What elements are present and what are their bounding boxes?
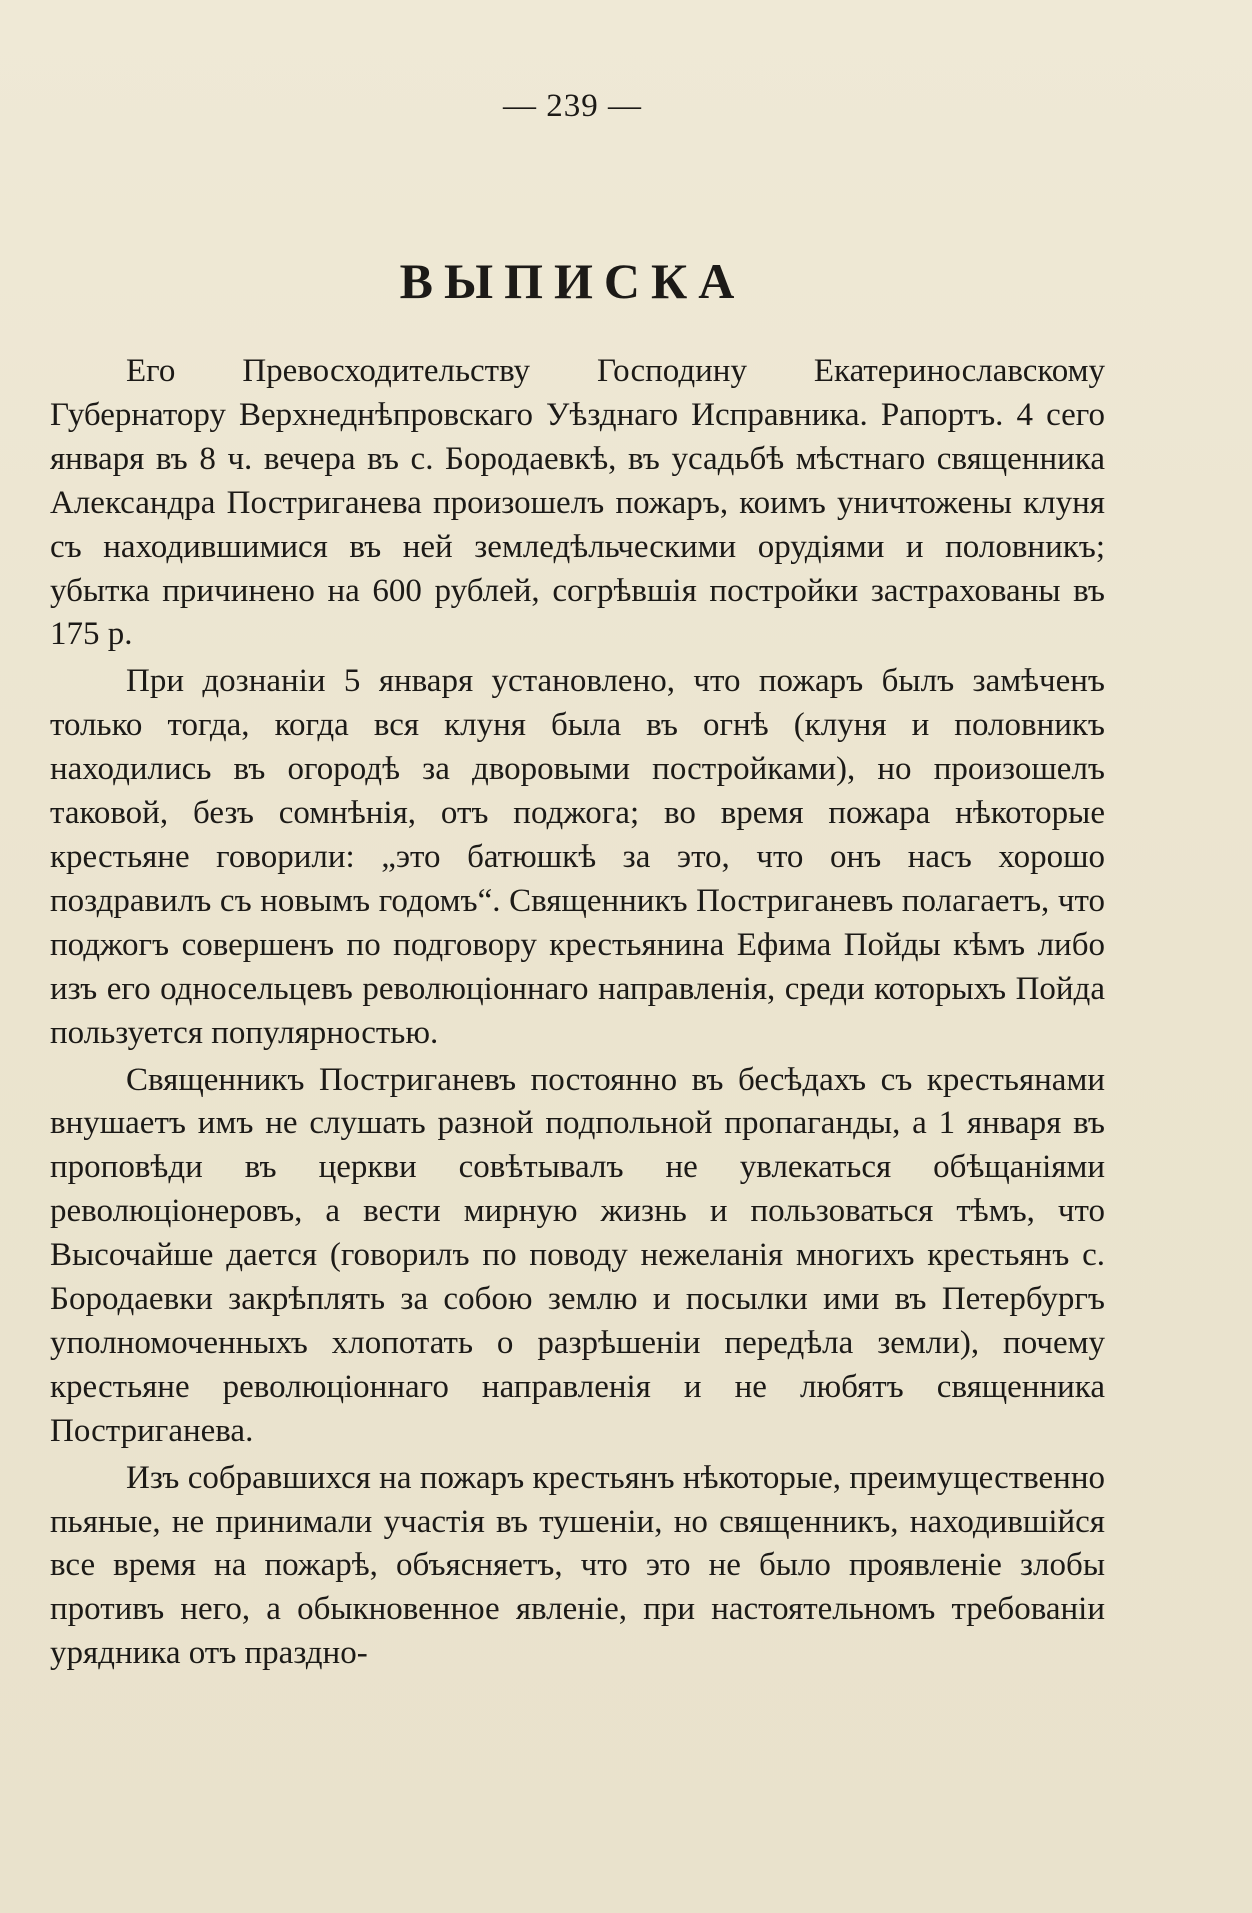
paragraph-inquiry: При дознаніи 5 января установлено, что пожаръ былъ замѣченъ только тогда, когда вся клуня была въ огнѣ (клуня и половникъ находились въ огородѣ за дворовыми постройками), но произошелъ таковой, безъ сомнѣнія, отъ поджога; во время пожара нѣкоторые крестьяне говорили: „это батюшкѣ за это, что онъ насъ хорошо поздравилъ съ новымъ годомъ“. Священникъ Постриганевъ полагаетъ, что поджогъ совершенъ по подговору крестьянина Ефима Пойды кѣмъ либо изъ его односельцевъ революціоннаго направленія, среди которыхъ Пойда пользуется популярностью. <box>50 663 1105 1051</box>
page-number: — 239 — <box>503 88 642 124</box>
paragraph-report: Его Превосходительству Господину Екатеринославскому Губернатору Верхнеднѣпровскаго Уѣзднаго Исправника. Рапортъ. 4 сего января въ 8 ч. вечера въ с. Бородаевкѣ, въ усадьбѣ мѣстнаго священника Александра Постриганева произошелъ пожаръ, коимъ уничтожены клуня съ находившимися въ ней земледѣльческими орудіями и половникъ; убытка причинено на 600 рублей, согрѣвшія постройки застрахованы въ 175 р. <box>50 353 1105 653</box>
paragraph-firefighting: Изъ собравшихся на пожаръ крестьянъ нѣкоторые, преимущественно пьяные, не принимали участія въ тушеніи, но священникъ, находившійся все время на пожарѣ, объясняетъ, что это не было проявленіе злобы противъ него, а обыкновенное явленіе, при настоятельномъ требованіи урядника отъ праздно- <box>50 1459 1105 1672</box>
document-title: ВЫПИСКА <box>399 253 746 309</box>
body-text <box>50 350 1105 1676</box>
paragraph-priest-sermons: Священникъ Постриганевъ постоянно въ бесѣдахъ съ крестьянами внушаетъ имъ не слушать разной подпольной пропаганды, а 1 января въ проповѣди въ церкви совѣтывалъ не увлекаться обѣщаніями революціонеровъ, а вести мирную жизнь и пользоваться тѣмъ, что Высочайше дается (говорилъ по поводу нежеланія многихъ крестьянъ с. Бородаевки закрѣплять за собою землю и посылки ими въ Петербургъ уполномоченныхъ хлопотать о разрѣшеніи передѣла земли), почему крестьяне революціоннаго направленія и не любятъ священника Постриганева. <box>50 1061 1105 1449</box>
